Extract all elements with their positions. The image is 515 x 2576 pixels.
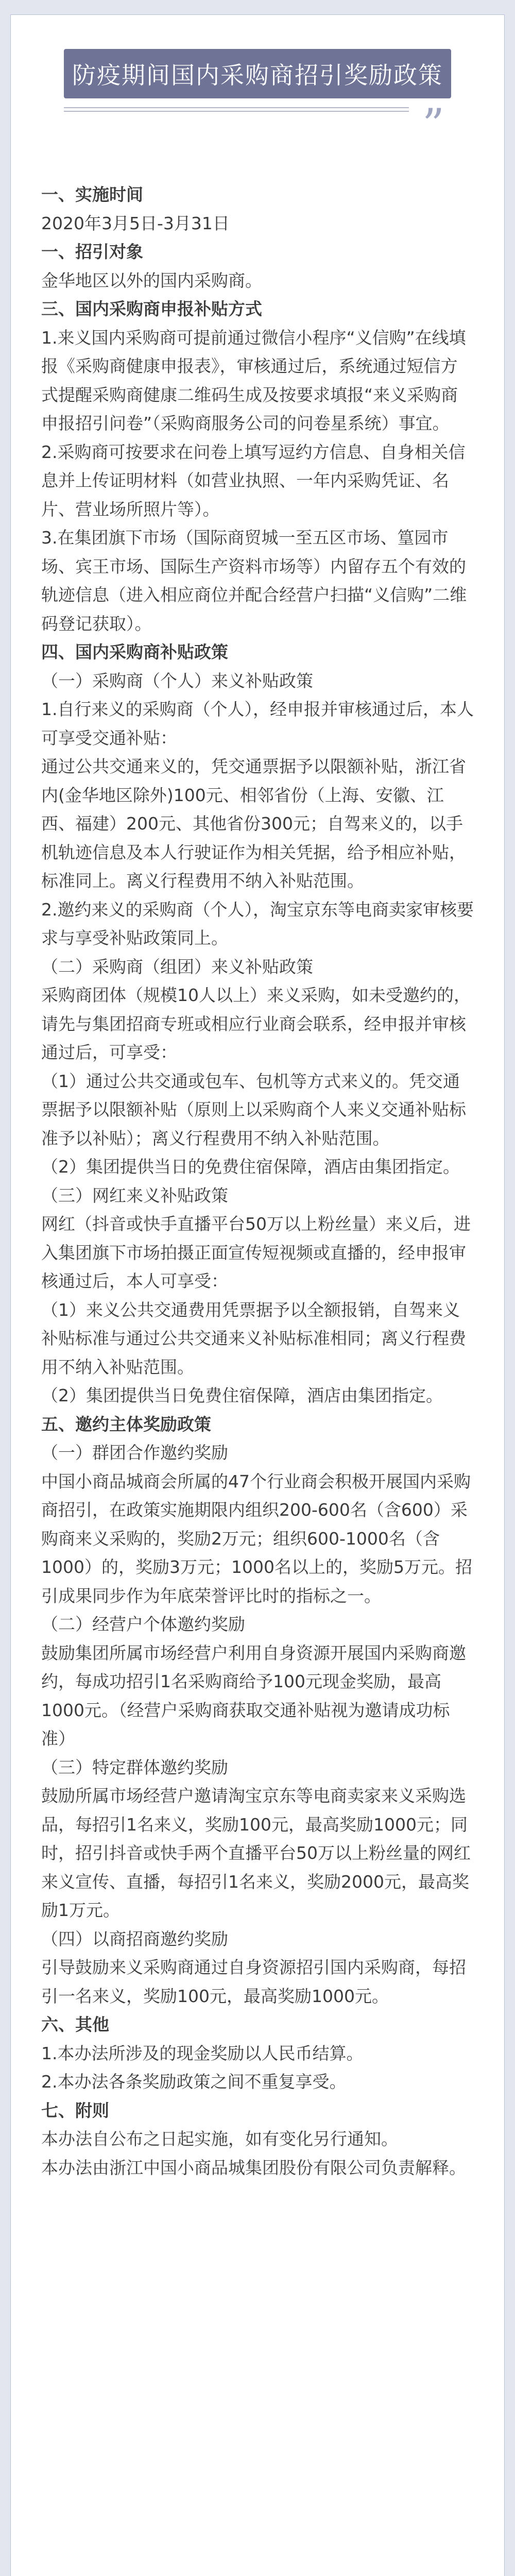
section-heading-time: 一、实施时间 (41, 184, 143, 205)
individual-transport: 通过公共交通来义的，凭交通票据予以限额补贴，浙江省内(金华地区除外)100元、相邻省份（上海、安徽、江西、福建）200元、其他省份300元；自驾来义的，以手机轨迹信息及本人行驶证作为相关凭据，给予相应补贴，标准同上。离义行程费用不纳入补贴范围。 (41, 756, 466, 891)
title-banner (64, 49, 451, 98)
section-heading-reward: 五、邀约主体奖励政策 (41, 1414, 211, 1434)
influencer-item-2: （2）集团提供当日免费住宿保障，酒店由集团指定。 (41, 1385, 443, 1405)
appendix-interpretation: 本办法由浙江中国小商品城集团股份有限公司负责解释。 (41, 2157, 466, 2178)
individual-item-2: 2.邀约来义的采购商（个人），淘宝京东等电商卖家审核要求与享受补贴政策同上。 (41, 899, 474, 948)
section-heading-subsidy: 四、国内采购商补贴政策 (41, 642, 228, 662)
policy-body (41, 180, 474, 2182)
group-coop-text: 中国小商品城商会所属的47个行业商会积极开展国内采购商招引，在政策实施期限内组织200-600名（含600）采购商来义采购的，奖励2万元；组织600-1000名（含1000）的，奖励3万元；1000名以上的，奖励5万元。招引成果同步作为年底荣誉评比时的指标之一。 (41, 1471, 472, 1606)
section-heading-target: 一、招引对象 (41, 242, 143, 262)
subsection-special-group: （三）特定群体邀约奖励 (41, 1757, 228, 1777)
subsection-merchant: （二）经营户个体邀约奖励 (41, 1614, 245, 1634)
top-divider (64, 107, 409, 112)
influencer-item-1: （1）来义公共交通费用凭票据予以全额报销，自驾来义补贴标准与通过公共交通来义补贴标准相同；离义行程费用不纳入补贴范围。 (41, 1299, 466, 1377)
merchant-text: 鼓励集团所属市场经营户利用自身资源开展国内采购商邀约，每成功招引1名采购商给予100元现金奖励，最高1000元。（经营户采购商获取交通补贴视为邀请成功标准） (41, 1642, 466, 1749)
group-item-2: （2）集团提供当日的免费住宿保障，酒店由集团指定。 (41, 1157, 460, 1177)
apply-step-3: 3.在集团旗下市场（国际商贸城一至五区市场、篁园市场、宾王市场、国际生产资料市场等）内留存五个有效的轨迹信息（进入相应商位并配合经营户扫描“义信购”二维码登记获取）。 (41, 528, 467, 634)
close-quote-mark: ” (422, 99, 444, 150)
group-item-1: （1）通过公共交通或包车、包机等方式来义的。凭交通票据予以限额补贴（原则上以采购商个人来义交通补贴标准予以补贴）；离义行程费用不纳入补贴范围。 (41, 1071, 466, 1148)
subsection-buyer-referral: （四）以商招商邀约奖励 (41, 1928, 228, 1949)
other-item-2: 2.本办法各条奖励政策之间不重复享受。 (41, 2072, 347, 2092)
special-group-text: 鼓励所属市场经营户邀请淘宝京东等电商卖家来义采购选品，每招引1名来义，奖励100元，最高奖励1000元；同时，招引抖音或快手两个直播平台50万以上粉丝量的网红来义宣传、直播，每招引1名来义，奖励2000元，最高奖励1万元。 (41, 1786, 471, 1920)
buyer-referral-text: 引导鼓励来义采购商通过自身资源招引国内采购商，每招引一名来义，奖励100元，最高奖励1000元。 (41, 1957, 466, 2006)
section-heading-other: 六、其他 (41, 2014, 109, 2035)
group-intro: 采购商团体（规模10人以上）来义采购，如未受邀约的，请先与集团招商专班或相应行业商会联系，经申报并审核通过后，可享受： (41, 985, 471, 1062)
page-title: 防疫期间国内采购商招引奖励政策 (72, 61, 443, 89)
subsection-influencer: （三）网红来义补贴政策 (41, 1185, 228, 1206)
individual-item-1: 1.自行来义的采购商（个人），经申报并审核通过后，本人可享受交通补贴： (41, 699, 474, 748)
section-heading-appendix: 七、附则 (41, 2100, 109, 2121)
appendix-effective: 本办法自公布之日起实施，如有变化另行通知。 (41, 2129, 398, 2149)
other-item-1: 1.本办法所涉及的现金奖励以人民币结算。 (41, 2043, 364, 2063)
apply-step-2: 2.采购商可按要求在问卷上填写逗约方信息、自身相关信息并上传证明材料（如营业执照、一年内采购凭证、名片、营业场所照片等）。 (41, 442, 466, 519)
subsection-group: （二）采购商（组团）来义补贴政策 (41, 956, 313, 977)
subsection-individual: （一）采购商（个人）来义补贴政策 (41, 670, 313, 691)
section-heading-apply: 三、国内采购商申报补贴方式 (41, 299, 262, 319)
target-text: 金华地区以外的国内采购商。 (41, 270, 262, 291)
influencer-intro: 网红（抖音或快手直播平台50万以上粉丝量）来义后，进入集团旗下市场拍摄正面宣传短视频或直播的，经申报审核通过后，本人可享受： (41, 1214, 471, 1291)
subsection-group-coop: （一）群团合作邀约奖励 (41, 1443, 228, 1463)
time-range: 2020年3月5日-3月31日 (41, 213, 230, 233)
apply-step-1: 1.来义国内采购商可提前通过微信小程序“义信购”在线填报《采购商健康申报表》，审核通过后，系统通过短信方式提醒采购商健康二维码生成及按要求填报“来义采购商申报招引问卷”（采购商服务公司的问卷星系统）事宜。 (41, 327, 466, 433)
